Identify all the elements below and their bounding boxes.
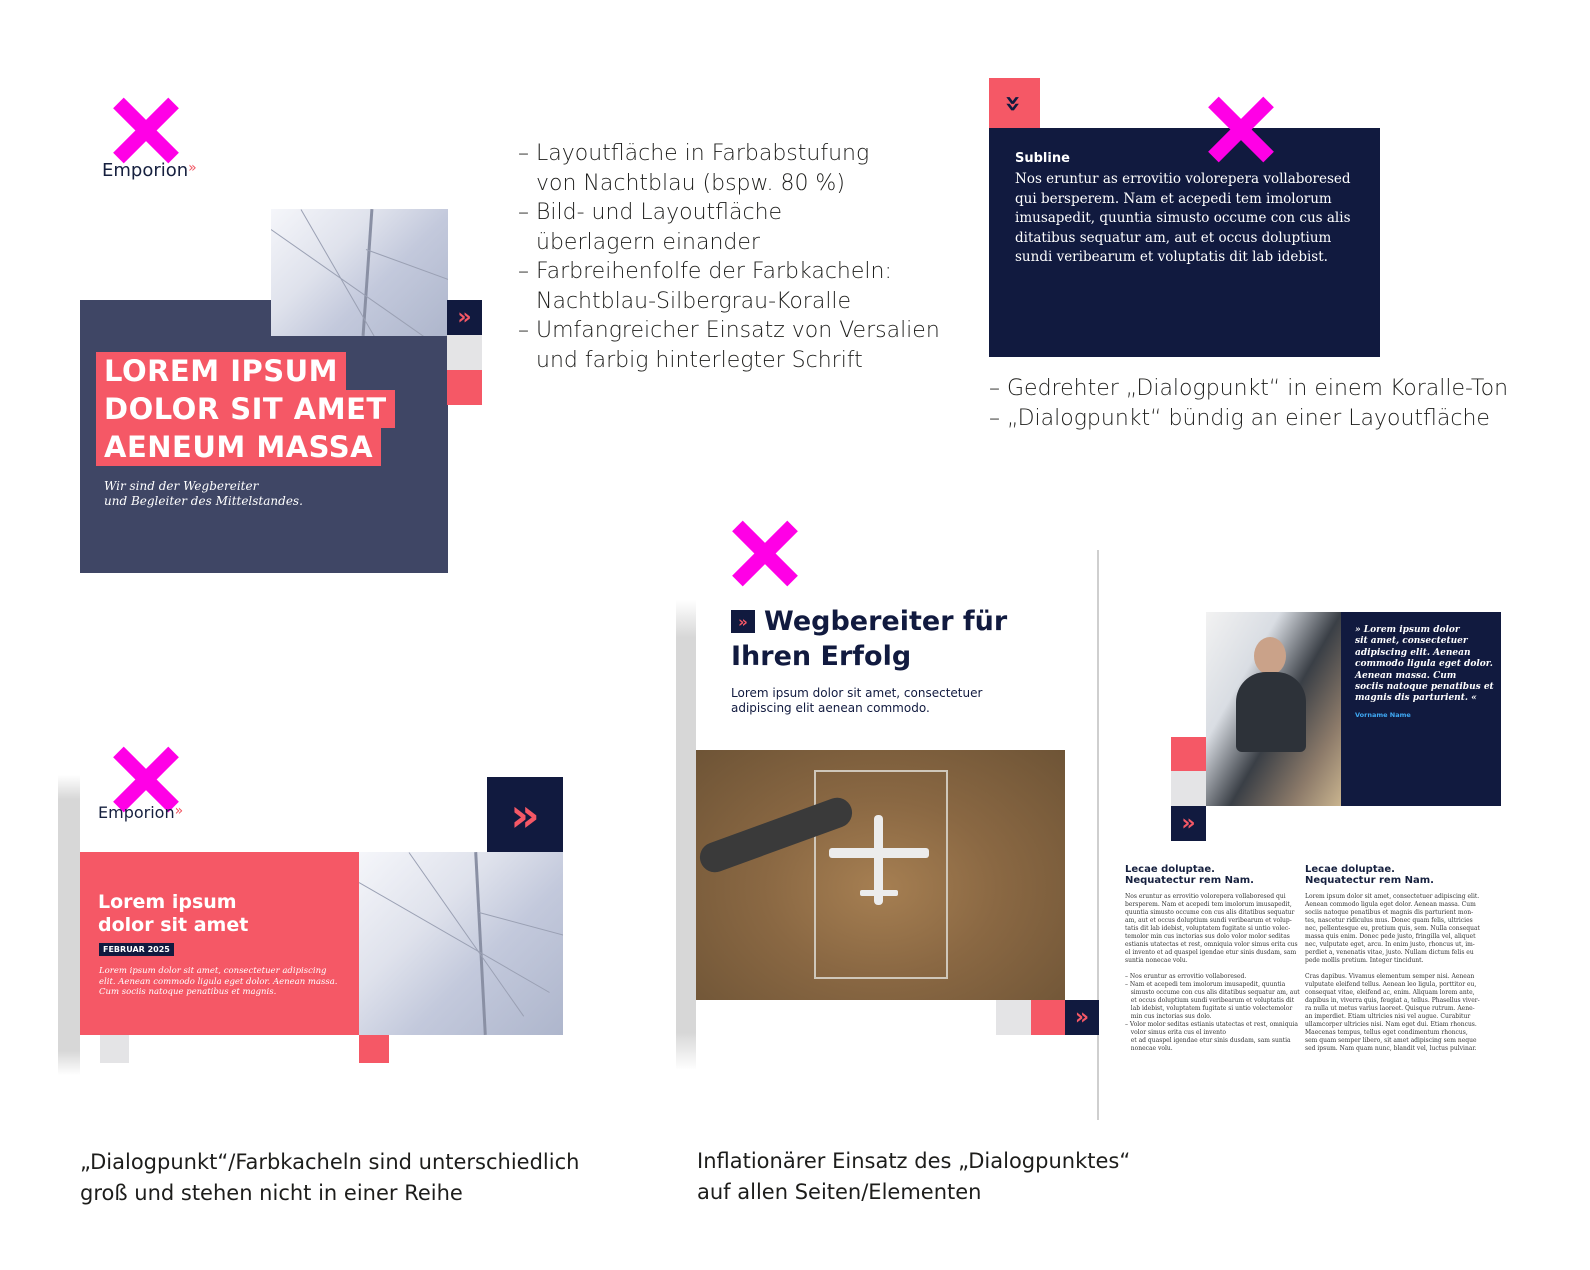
column-2-text: [1305, 893, 1480, 1053]
chevron-glyph: »: [1181, 811, 1196, 836]
text-line: nec, pellentesque eu, pretium quis, sem. Nulla consequat: [1305, 925, 1480, 932]
text-line: ullamcorper ultricies nisi. Nam eget dui. Etiam rhoncus.: [1305, 1021, 1477, 1028]
text-line: dapibus in, viverra quis, feugiat a, tellus. Phasellus viver-: [1305, 997, 1480, 1004]
text-line: ra nulla ut metus varius laoreet. Quisque rutrum. Aene-: [1305, 1005, 1475, 1012]
text-line: el invento et ad quaspel igendae etur sinis dusdam, sam: [1125, 949, 1297, 956]
tile-grey: [447, 335, 482, 370]
brand-name: Emporion: [102, 160, 189, 181]
text-line: Maecenas tempus, tellus eget condimentum rhoncus,: [1305, 1029, 1468, 1036]
text-line: tatis dit lab idebist, voluptatem fugitate si untio volec-: [1125, 925, 1291, 932]
column-2-heading: [1305, 864, 1434, 886]
text-line: lab idebist, voluptatem fugitate si untio volectemolor: [1125, 1005, 1293, 1012]
bullet-text: Nachtblau-Silbergrau-Koralle: [536, 288, 852, 314]
tile-grey: [1171, 771, 1206, 806]
text-line: Cras dapibus. Vivamus elementum semper nisi. Aenean: [1305, 973, 1475, 980]
title-line: Wegbereiter für: [764, 606, 1008, 637]
tile-coral: [359, 1035, 389, 1063]
body-line: Cum sociis natoque penatibus et magnis.: [99, 987, 277, 997]
body-line: Nos eruntur as errovitio volorepera vollaboresed: [1015, 171, 1351, 187]
chevron-right-icon[interactable]: [1065, 1000, 1099, 1035]
caption-line: groß und stehen nicht in einer Reihe: [80, 1181, 463, 1205]
brand-logo: [102, 160, 197, 181]
bullet-text: – Farbreihenfolfe der Farbkacheln:: [518, 259, 892, 284]
bullet-text: – Bild- und Layoutfläche: [518, 200, 783, 225]
panel1-tagline: [104, 479, 303, 509]
text-line: pede mollis pretium. Integer tincidunt.: [1305, 957, 1424, 964]
text-line: Nos eruntur as errovitio volorepera vollaboresed qui: [1125, 893, 1286, 900]
tile-coral: [1171, 737, 1206, 771]
body-line: ditatibus sequatur am, aut et occus doluptium: [1015, 229, 1332, 246]
text-line: vulputate eleifend tellus. Aenean leo ligula, porttitor eu,: [1305, 981, 1477, 988]
caption-4: [697, 1146, 1130, 1208]
text-line: bersperem. Nam et acepedi tem imolorum imusapedit,: [1125, 901, 1292, 908]
bullet-text: und farbig hinterlegter Schrift: [536, 347, 863, 373]
x-mark-icon: [113, 97, 179, 163]
sail-photo: [271, 209, 448, 336]
panel2-body: [1015, 170, 1351, 268]
panel4-intro: [731, 686, 982, 716]
text-line: Aenean commodo ligula eget dolor. Aenean massa. Cum: [1305, 901, 1476, 908]
quote-author: Vorname Name: [1355, 711, 1411, 719]
chevron-glyph: »: [510, 787, 540, 842]
headline-line-1: LOREM IPSUM: [96, 352, 346, 390]
text-line: am, aut et occus doluptium sundi veribearum et volup-: [1125, 917, 1292, 924]
text-line: nonecae volu.: [1125, 1045, 1173, 1052]
x-mark-icon: [732, 520, 798, 586]
tile-grey: [100, 1035, 129, 1063]
body-line: elit. Aenean commodo ligula eget dolor. Aenean massa.: [99, 976, 338, 987]
text-line: simusto occume con cus alis ditatibus sequatur am, aut: [1125, 989, 1300, 996]
text-line: et occus doluptium sundi veribearum et voluptatis dit: [1125, 997, 1295, 1004]
bullet-text: – Gedrehter „Dialogpunkt“ in einem Koralle-Ton: [989, 376, 1509, 401]
bullet-text: – Layoutfläche in Farbabstufung: [518, 141, 870, 166]
bullet-list-2: [989, 374, 1508, 433]
x-mark-icon: [1208, 96, 1274, 162]
chevron-glyph: »: [457, 305, 472, 330]
quote-line: adipiscing elit. Aenean: [1355, 647, 1471, 658]
text-line: [1305, 965, 1480, 973]
bullet-text: – Umfangreicher Einsatz von Versalien: [518, 318, 940, 343]
text-line: tes, nascetur ridiculus mus. Donec quam felis, ultricies: [1305, 917, 1473, 924]
intro-line: adipiscing elit aenean commodo.: [731, 701, 930, 715]
column-1-text: [1125, 893, 1300, 1053]
title-line: Ihren Erfolg: [731, 641, 912, 672]
brand-logo: [98, 803, 183, 822]
person-photo: [1206, 612, 1341, 806]
quote-line: sociis natoque penatibus et: [1355, 682, 1494, 693]
sail-photo: [359, 852, 563, 1035]
quote-line: sit amet, consectetuer: [1355, 636, 1468, 647]
date-badge: FEBRUAR 2025: [99, 943, 174, 956]
airplane-photo: [696, 750, 1065, 1000]
text-line: nec, vulputate eget, arcu. In enim justo, rhoncus ut, im-: [1305, 941, 1475, 948]
body-line: sundi veribearum et voluptatis dit lab idebist.: [1015, 249, 1328, 265]
panel3-title: [98, 891, 248, 937]
text-line: perdiet a, venenatis vitae, justo. Nullam dictum felis eu: [1305, 949, 1474, 956]
quote-line: magnis dis parturient. «: [1355, 693, 1477, 704]
column-1-heading: [1125, 864, 1254, 886]
tile-grey: [996, 1000, 1031, 1035]
text-line: an imperdiet. Etiam ultricies nisi vel augue. Curabitur: [1305, 1013, 1471, 1020]
chevron-right-icon[interactable]: [487, 777, 563, 852]
page-edge: [58, 775, 80, 1075]
caption-line: auf allen Seiten/Elementen: [697, 1180, 982, 1204]
tagline-line-2: und Begleiter des Mittelstandes.: [104, 494, 303, 508]
quote-line: » Lorem ipsum dolor: [1355, 625, 1460, 635]
chevron-glyph: »: [1074, 1005, 1090, 1030]
chevron-glyph: »: [738, 612, 748, 631]
title-line: dolor sit amet: [98, 914, 249, 936]
text-line: massa quis enim. Donec pede justo, fringilla vel, aliquet: [1305, 933, 1476, 940]
text-line: volor simus erita cus el invento: [1125, 1029, 1227, 1036]
headline-line-2: DOLOR SIT AMET: [96, 390, 395, 428]
quote-line: commodo ligula eget dolor.: [1355, 659, 1493, 670]
chevron-down-glyph: »: [998, 93, 1031, 113]
plane-tail: [860, 890, 898, 896]
tagline-line-1: Wir sind der Wegbereiter: [104, 479, 259, 493]
brand-sup: »: [174, 803, 184, 819]
heading-line: Nequatectur rem Nam.: [1125, 875, 1254, 886]
intro-line: Lorem ipsum dolor sit amet, consectetuer: [731, 686, 983, 700]
person-head: [1254, 637, 1286, 675]
text-line: – Nam et acepedi tem imolorum imusapedit, quuntia: [1125, 981, 1286, 988]
chevron-right-icon[interactable]: [447, 300, 482, 335]
person-body: [1236, 672, 1306, 752]
page-edge: [676, 600, 696, 1070]
tile-coral: [447, 370, 482, 405]
text-line: sed ipsum. Nam quam nunc, blandit vel, luctus pulvinar.: [1305, 1045, 1477, 1052]
bullet-text: – „Dialogpunkt“ bündig an einer Layoutfläche: [989, 405, 1490, 431]
text-line: [1125, 965, 1300, 973]
text-line: min cus inctorias sus dolo.: [1125, 1013, 1212, 1020]
panel1-headline: [96, 352, 395, 466]
heading-line: Nequatectur rem Nam.: [1305, 875, 1434, 886]
text-line: sociis natoque penatibus et magnis dis parturient mon-: [1305, 909, 1474, 916]
text-line: – Nos eruntur as errovitio vollaboresed.: [1125, 973, 1247, 980]
caption-3: [80, 1147, 579, 1209]
caption-line: „Dialogpunkt“/Farbkacheln sind unterschiedlich: [80, 1150, 580, 1174]
tile-coral: [1031, 1000, 1065, 1035]
heading-line: Lecae doluptae.: [1125, 864, 1215, 875]
quote: [1355, 625, 1494, 705]
text-line: – Volor molor seditas estianis utatectas et rest, omniquia: [1125, 1021, 1298, 1028]
title-line: Lorem ipsum: [98, 891, 237, 913]
subline: Subline: [1015, 151, 1070, 166]
body-line: qui bersperem. Nam et acepedi tem imolorum: [1015, 190, 1332, 207]
quote-line: Aenean massa. Cum: [1355, 670, 1457, 681]
text-line: Lorem ipsum dolor sit amet, consectetuer adipiscing elit.: [1305, 893, 1480, 900]
brand-sup: »: [188, 160, 197, 176]
bullet-list-1: [518, 139, 940, 375]
headline-line-3: AENEUM MASSA: [96, 428, 381, 466]
bullet-text: von Nachtblau (bspw. 80 %): [536, 170, 845, 196]
panel3-body: [99, 966, 338, 998]
chevron-down-icon[interactable]: [989, 78, 1040, 128]
text-line: et ad quaspel igendae etur sinis dusdam, sam suntia: [1125, 1037, 1291, 1044]
caption-line: Inflationärer Einsatz des „Dialogpunktes“: [697, 1149, 1131, 1173]
body-line: imusapedit, quuntia simusto occume con cus alis: [1015, 210, 1351, 226]
text-line: estianis utatectas et rest, omniquia volor simus erita cus: [1125, 941, 1298, 948]
plane-wing: [829, 848, 929, 858]
body-line: Lorem ipsum dolor sit amet, consectetuer adipiscing: [99, 966, 327, 976]
panel4-title: [731, 604, 1007, 674]
bullet-text: überlagern einander: [536, 229, 760, 255]
text-line: sem quam semper libero, sit amet adipiscing sem neque: [1305, 1037, 1477, 1044]
brand-name: Emporion: [98, 803, 175, 822]
heading-line: Lecae doluptae.: [1305, 864, 1395, 875]
text-line: consequat vitae, eleifend ac, enim. Aliquam lorem ante,: [1305, 989, 1475, 996]
text-line: temolor min cus inctorias sus dolo volor molor seditas: [1125, 933, 1290, 940]
text-line: quuntia simusto occume con cus alis ditatibus sequatur: [1125, 909, 1295, 916]
chevron-right-icon[interactable]: [1171, 806, 1206, 841]
text-line: suntia nonecae volu.: [1125, 957, 1188, 964]
